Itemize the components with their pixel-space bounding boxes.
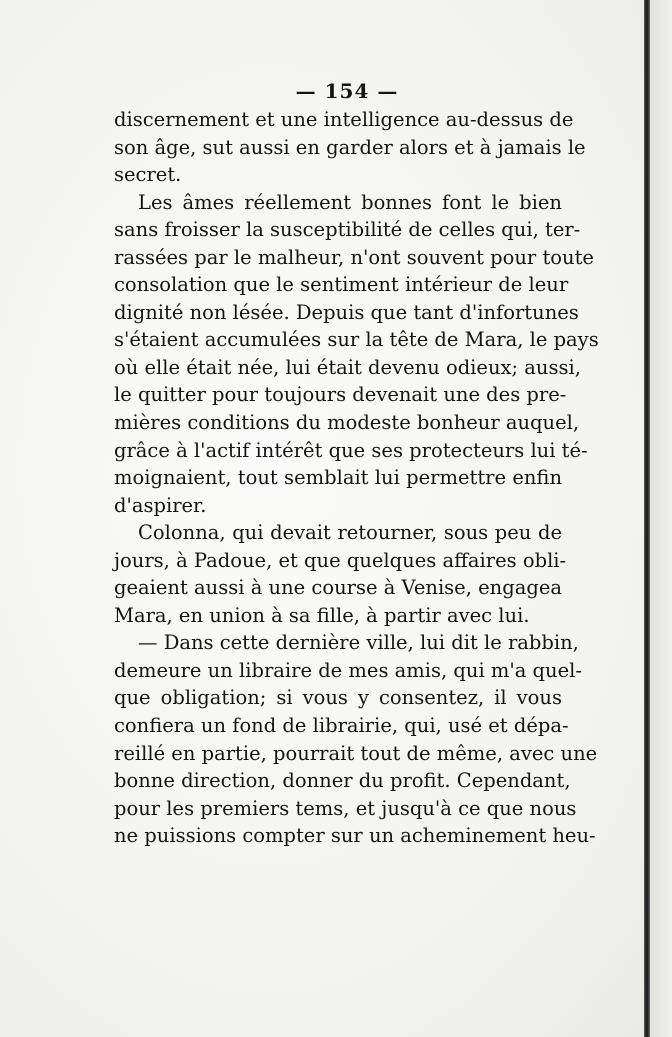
binding-edge [644, 0, 650, 1037]
text-line: reillé en partie, pourrait tout de même, avec une [114, 741, 598, 765]
text-line: Mara, en union à sa fille, à partir avec lui. [114, 603, 530, 627]
text-line: confiera un fond de librairie, qui, usé et dépa- [114, 714, 569, 738]
text-line: jours, à Padoue, et que quelques affaires obli- [114, 548, 567, 572]
text-line: mières conditions du modeste bonheur auquel, [114, 411, 580, 435]
text-line: consolation que le sentiment intérieur de leur [114, 273, 569, 297]
text-line: discernement et une intelligence au-dessus de [114, 108, 574, 131]
text-line: secret. [114, 163, 182, 187]
text-line: sans froisser la susceptibilité de celles qui, ter- [114, 218, 581, 242]
text-line: dignité non lésée. Depuis que tant d'infortunes [114, 300, 579, 324]
text-line: — Dans cette dernière ville, lui dit le rabbin, [138, 631, 579, 655]
text-line: le quitter pour toujours devenait une des pre- [114, 383, 567, 407]
text-line: d'aspirer. [114, 493, 207, 517]
text-line: Colonna, qui devait retourner, sous peu de [138, 521, 562, 545]
text-line: où elle était née, lui était devenu odieux; aussi, [114, 355, 581, 379]
page-number: — 154 — [295, 79, 399, 103]
text-line: son âge, sut aussi en garder alors et à jamais le [114, 135, 586, 159]
text-line: demeure un libraire de mes amis, qui m'a quel- [114, 658, 582, 682]
text-line: moignaient, tout semblait lui permettre enfin [114, 466, 562, 490]
text-line: que obligation; si vous y consentez, il vous [114, 686, 562, 710]
text-line: pour les premiers tems, et jusqu'à ce que nous [114, 796, 577, 820]
text-line: bonne direction, donner du profit. Cependant, [114, 769, 571, 793]
text-line: geaient aussi à une course à Venise, engagea [114, 576, 562, 600]
body-text [114, 106, 599, 850]
page-gutter-shadow [650, 0, 672, 1037]
text-line: s'étaient accumulées sur la tête de Mara, le pays [114, 328, 599, 352]
text-line: Les âmes réellement bonnes font le bien [138, 190, 562, 214]
text-line: grâce à l'actif intérêt que ses protecteurs lui té- [114, 438, 588, 462]
text-line: rassées par le malheur, n'ont souvent pour toute [114, 245, 594, 269]
text-line: ne puissions compter sur un acheminement heu- [114, 824, 596, 848]
